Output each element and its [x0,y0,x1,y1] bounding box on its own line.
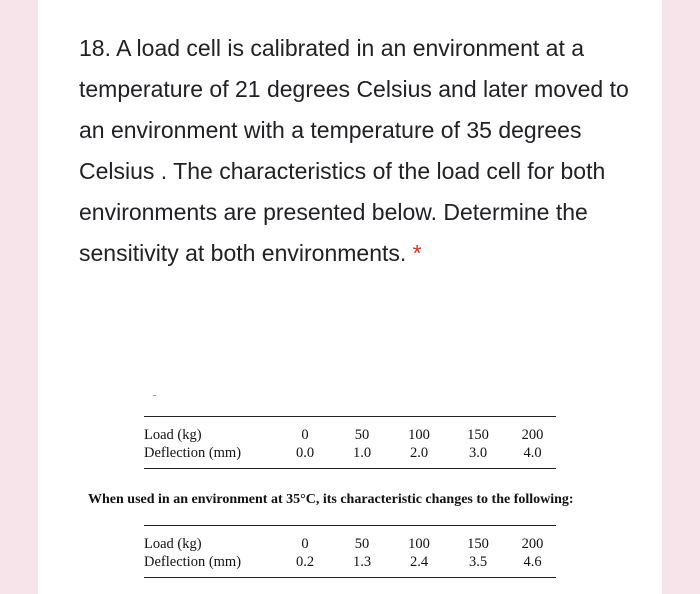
required-marker: * [412,240,422,266]
row-label: Load (kg) [144,536,202,552]
table-cell: 100 [408,427,430,443]
table-cell: 0.2 [295,554,315,570]
table-cell: 1.3 [352,554,372,570]
table-cell: 150 [467,427,489,443]
table-cell: 50 [354,536,370,552]
row-label: Deflection (mm) [144,445,242,461]
table-cell: 150 [467,536,489,552]
table-cell: 2.0 [409,445,429,461]
table-top-rule [144,416,556,417]
table-row-deflection [144,444,556,462]
table-cell: 4.0 [523,445,542,461]
table-cell: 4.6 [523,554,542,570]
table-row-load [144,535,556,553]
row-label: Deflection (mm) [144,554,242,570]
question-card [38,0,662,594]
table-row-deflection [144,553,556,571]
table-cell: 3.0 [468,445,488,461]
table-cell: 2.4 [409,554,429,570]
table-cell: 0 [301,427,309,443]
characteristics-table-35c [144,525,556,578]
table-cell: 200 [521,427,544,443]
table-cell: 100 [408,536,430,552]
table-bottom-rule [144,468,556,469]
table-cell: 3.5 [468,554,488,570]
table-cell: 200 [521,536,544,552]
question-text [79,28,649,274]
table-row-load [144,426,556,444]
characteristics-table-21c [144,416,556,469]
table-bottom-rule [144,577,556,578]
table-cell: 1.0 [352,445,372,461]
table-top-rule [144,525,556,526]
table-cell: 50 [354,427,370,443]
table-caption: When used in an environment at 35°C, its characteristic changes to the following: [88,492,574,507]
stray-mark [153,395,156,396]
table-cell: 0 [301,536,309,552]
question-body: 18. A load cell is calibrated in an environment at a temperature of 21 degrees Celsius and later moved to an environment with a temperature of 35 degrees Celsius . The characteristics of the load cell for both environments are presented below. Determine the sensitivity at both environments. [79,35,629,266]
row-label: Load (kg) [144,427,202,443]
table-cell: 0.0 [295,445,315,461]
